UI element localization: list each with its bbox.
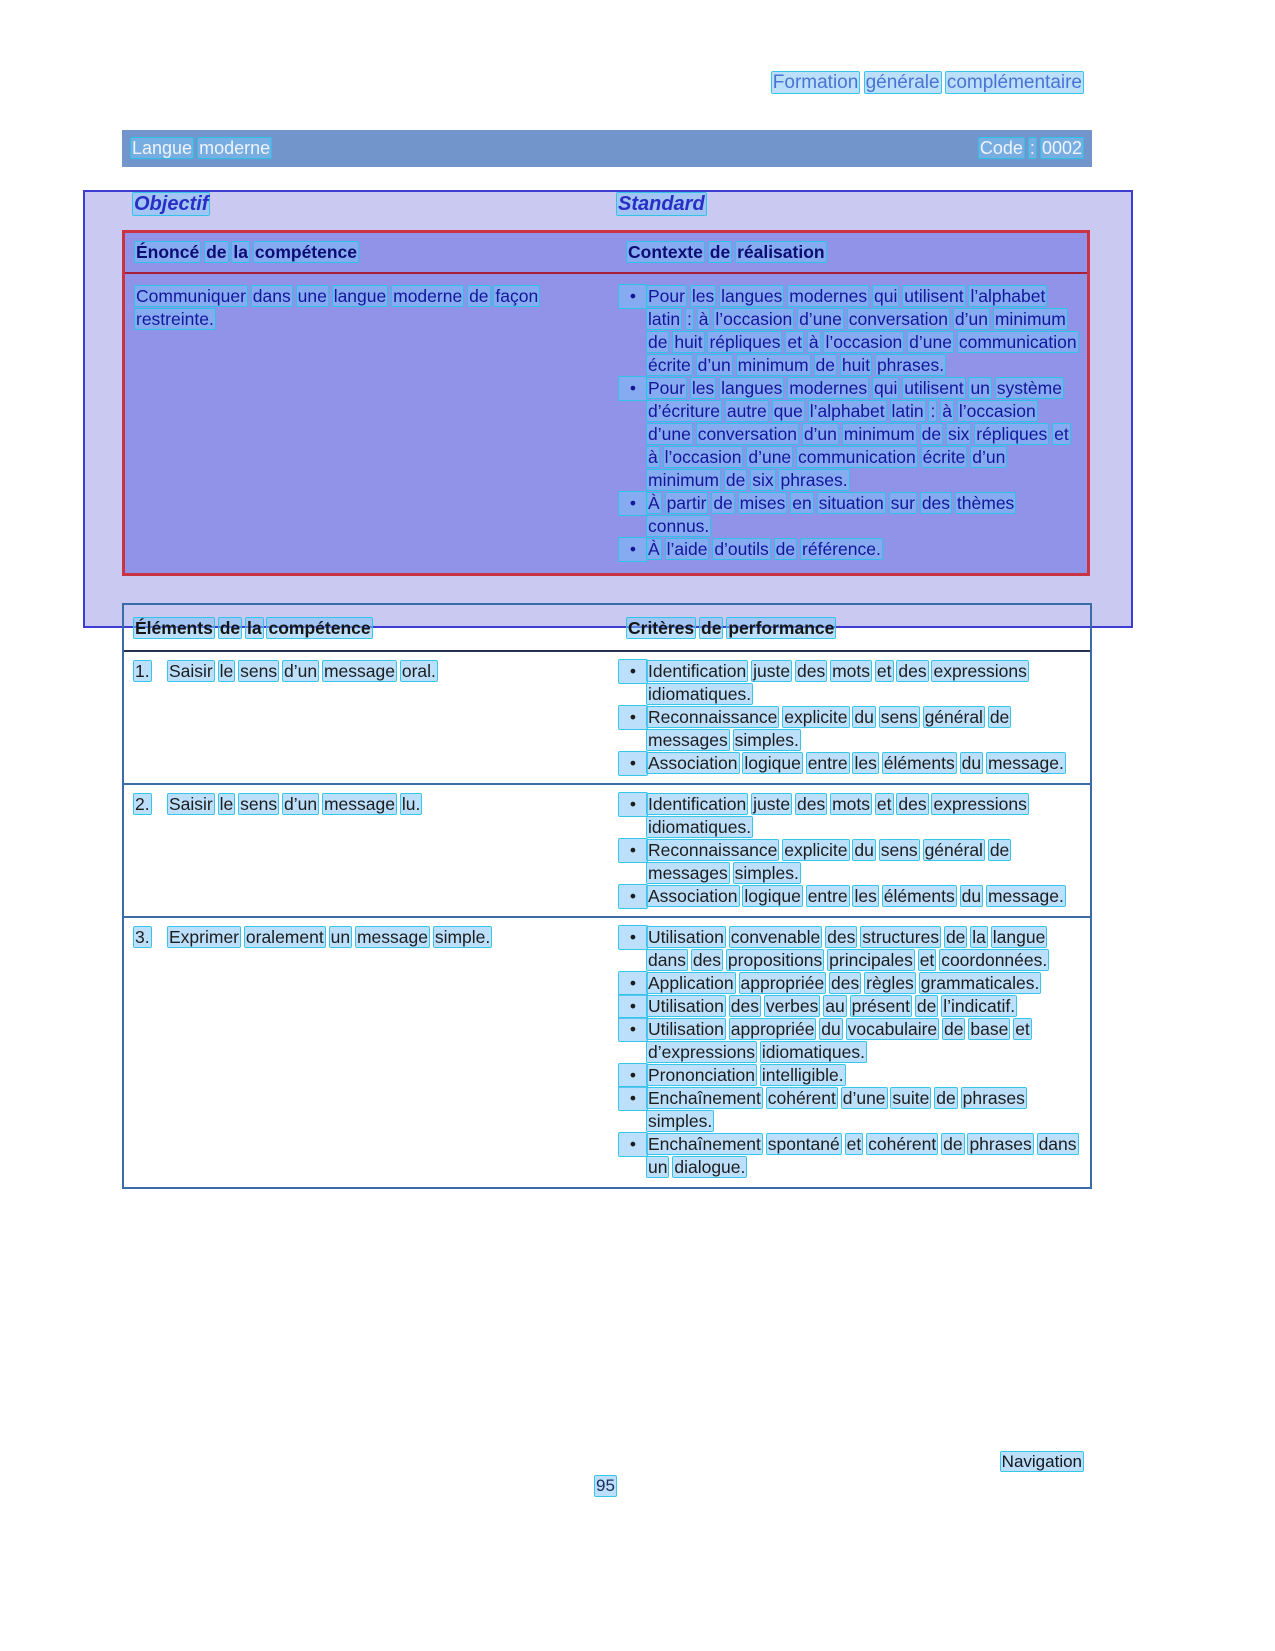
competence-table [122, 230, 1090, 576]
competence-table-body [125, 274, 1087, 573]
course-banner [122, 130, 1092, 167]
bullet-icon: • [619, 839, 647, 862]
bullet-icon: • [619, 926, 647, 949]
criterion-text: Identification juste des mots et des expressions idiomatiques. [648, 794, 1027, 837]
criteria-cell [617, 918, 1090, 1187]
list-item [619, 839, 1084, 885]
elements-table [122, 603, 1092, 1189]
criterion-text: Reconnaissance explicite du sens général de messages simples. [648, 840, 1010, 883]
bullet-icon: • [619, 285, 647, 308]
bullet-icon: • [619, 995, 647, 1018]
bullet-icon: • [619, 793, 647, 816]
bullet-icon: • [619, 1087, 647, 1110]
table-row [124, 785, 1090, 918]
list-item [619, 995, 1084, 1018]
element-cell [124, 785, 617, 916]
list-item [619, 660, 1084, 706]
criterion-text: Reconnaissance explicite du sens général de messages simples. [648, 707, 1010, 750]
bullet-icon: • [619, 972, 647, 995]
element-cell [124, 652, 617, 783]
bullet-icon: • [619, 1064, 647, 1087]
bullet-icon: • [619, 752, 647, 775]
list-item [619, 885, 1084, 908]
list-item [619, 1087, 1084, 1133]
course-title: Langue moderne [132, 138, 271, 158]
criteria-cell [617, 785, 1090, 916]
bullet-icon: • [619, 1018, 647, 1041]
bullet-icon: • [619, 538, 647, 561]
criterion-text: Association logique entre les éléments du message. [648, 753, 1064, 773]
criterion-text: Utilisation appropriée du vocabulaire de base et d’expressions idiomatiques. [648, 1019, 1030, 1062]
list-item [619, 972, 1084, 995]
element-number: 1. [135, 661, 150, 681]
criterion-text: Association logique entre les éléments du message. [648, 886, 1064, 906]
list-item [619, 377, 1081, 492]
criterion-text: Identification juste des mots et des expressions idiomatiques. [648, 661, 1027, 704]
bullet-icon: • [619, 885, 647, 908]
bullet-icon: • [619, 377, 647, 400]
criterion-text: Application appropriée des règles grammaticales. [648, 973, 1040, 993]
list-item [619, 752, 1084, 775]
elements-table-header [124, 605, 1090, 652]
element-text: Saisir le sens d’un message oral. [169, 661, 436, 681]
context-item-text: À partir de mises en situation sur des thèmes connus. [648, 493, 1015, 536]
criterion-text: Enchaînement spontané et cohérent de phrases dans un dialogue. [648, 1134, 1077, 1177]
bullet-icon: • [619, 660, 647, 683]
bullet-icon: • [619, 706, 647, 729]
list-item [619, 1064, 1084, 1087]
context-item-text: Pour les langues modernes qui utilisent l’alphabet latin : à l’occasion d’une conversation d’un minimum de huit répliques et à l’occasion d’une communication écrite d’un minimum de huit phrases. [648, 286, 1077, 375]
navigation-link[interactable]: Navigation [1001, 1452, 1082, 1471]
realisation-context-list [617, 274, 1087, 573]
competence-statement-header: Énoncé de la compétence [136, 242, 358, 262]
course-code: Code : 0002 [979, 138, 1082, 158]
bullet-icon: • [619, 1133, 647, 1156]
list-item [619, 538, 1081, 561]
criterion-text: Utilisation convenable des structures de la langue dans des propositions principales et coordonnées. [648, 927, 1048, 970]
element-text: Saisir le sens d’un message lu. [169, 794, 421, 814]
criterion-text: Enchaînement cohérent d’une suite de phrases simples. [648, 1088, 1025, 1131]
context-item-text: À l’aide d’outils de référence. [648, 539, 881, 559]
list-item [619, 926, 1084, 972]
standard-heading: Standard [618, 193, 705, 215]
criteria-cell [617, 652, 1090, 783]
element-cell [124, 918, 617, 1187]
element-text: Exprimer oralement un message simple. [169, 927, 491, 947]
element-number: 3. [135, 927, 150, 947]
list-item [619, 285, 1081, 377]
element-number: 2. [135, 794, 150, 814]
realisation-context-header: Contexte de réalisation [628, 242, 825, 262]
elements-header: Éléments de la compétence [135, 618, 371, 638]
list-item [619, 1133, 1084, 1179]
bullet-icon: • [619, 492, 647, 515]
list-item [619, 706, 1084, 752]
objectif-heading: Objectif [134, 193, 209, 215]
criterion-text: Utilisation des verbes au présent de l’indicatif. [648, 996, 1016, 1016]
list-item [619, 793, 1084, 839]
page-number: 95 [596, 1476, 615, 1495]
list-item [619, 492, 1081, 538]
competence-statement: Communiquer dans une langue moderne de façon restreinte. [136, 286, 539, 329]
competence-table-header [125, 233, 1087, 274]
context-item-text: Pour les langues modernes qui utilisent un système d’écriture autre que l’alphabet latin : à l’occasion d’une conversation d’un minimum de six répliques et à l’occasion d’une communication écrite d’un minimum de six phrases. [648, 378, 1069, 490]
criterion-text: Prononciation intelligible. [648, 1065, 844, 1085]
table-row [124, 918, 1090, 1187]
section-header-text: Formation générale complémentaire [772, 72, 1082, 93]
criteria-header: Critères de performance [628, 618, 835, 638]
list-item [619, 1018, 1084, 1064]
table-row [124, 652, 1090, 785]
